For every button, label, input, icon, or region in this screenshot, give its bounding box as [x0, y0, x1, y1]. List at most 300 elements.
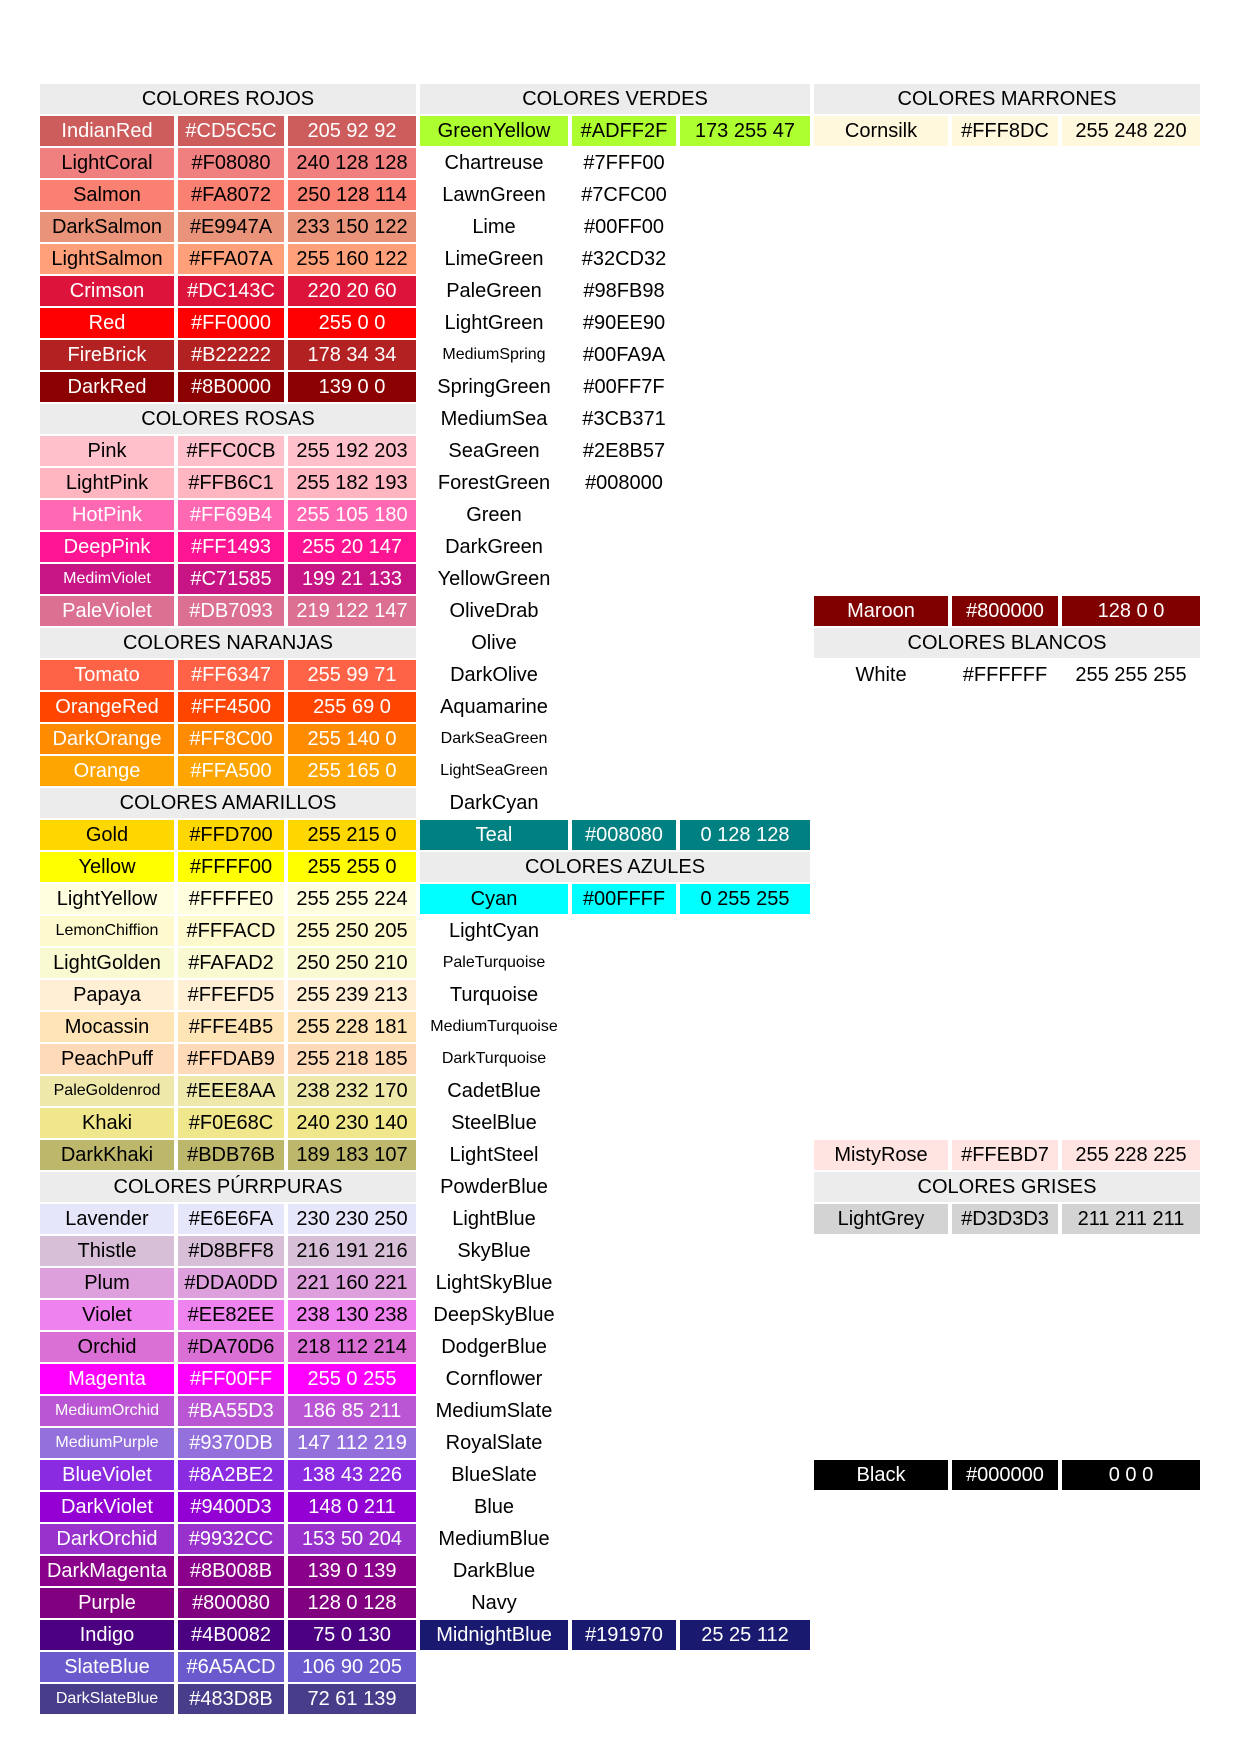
hex-code-cell: #BDB76B	[178, 1140, 284, 1170]
color-row	[420, 468, 810, 498]
color-row	[420, 1524, 810, 1554]
color-name-cell: Crimson	[40, 276, 174, 306]
color-name-cell: Plum	[40, 1268, 174, 1298]
rgb-value-cell: 230 230 250	[288, 1204, 416, 1234]
color-row	[40, 660, 416, 690]
hex-code-cell: #FFFFE0	[178, 884, 284, 914]
color-row	[40, 116, 416, 146]
hex-code-cell: #FF00FF	[178, 1364, 284, 1394]
color-name-cell: DarkSlateBlue	[40, 1684, 174, 1714]
rgb-value-cell: 255 105 180	[288, 500, 416, 530]
color-row	[420, 308, 810, 338]
color-name-cell: LightYellow	[40, 884, 174, 914]
hex-code-cell: #191970	[572, 1620, 676, 1650]
blank-row	[814, 948, 1200, 978]
color-row	[814, 596, 1200, 626]
color-row	[40, 1396, 416, 1426]
color-name-cell: Cornsilk	[814, 116, 948, 146]
color-row	[40, 756, 416, 786]
hex-code-cell: #FFFFFF	[952, 660, 1058, 690]
color-name-cell: Tomato	[40, 660, 174, 690]
section-header: COLORES ROJOS	[40, 84, 416, 114]
color-row	[40, 276, 416, 306]
color-name-cell: FireBrick	[40, 340, 174, 370]
blank-row	[814, 1076, 1200, 1106]
color-name-cell: LightGrey	[814, 1204, 948, 1234]
blank-row	[814, 756, 1200, 786]
color-row	[40, 1108, 416, 1138]
hex-code-cell: #FFDAB9	[178, 1044, 284, 1074]
color-name-cell: DarkViolet	[40, 1492, 174, 1522]
color-row	[40, 532, 416, 562]
rgb-value-cell: 255 0 255	[288, 1364, 416, 1394]
hex-code-cell: #FF4500	[178, 692, 284, 722]
hex-code-cell: #DB7093	[178, 596, 284, 626]
hex-code-cell: #6A5ACD	[178, 1652, 284, 1682]
color-row	[814, 1204, 1200, 1234]
color-row	[40, 1652, 416, 1682]
color-row	[40, 596, 416, 626]
color-row	[420, 212, 810, 242]
rgb-value-cell: 106 90 205	[288, 1652, 416, 1682]
rgb-value-cell: 255 255 0	[288, 852, 416, 882]
color-name-cell: OliveDrab	[449, 600, 539, 622]
blank-row	[814, 244, 1200, 274]
blank-row	[814, 564, 1200, 594]
color-row	[40, 916, 416, 946]
hex-code-cell: #008000	[585, 472, 663, 494]
color-name-cell: Cyan	[420, 884, 568, 914]
hex-code-cell: #008080	[572, 820, 676, 850]
color-row	[40, 884, 416, 914]
rgb-value-cell: 148 0 211	[288, 1492, 416, 1522]
color-row	[420, 436, 810, 466]
color-row	[40, 180, 416, 210]
blank-row	[814, 980, 1200, 1010]
hex-code-cell: #CD5C5C	[178, 116, 284, 146]
hex-code-cell: #FFE4B5	[178, 1012, 284, 1042]
hex-code-cell: #8B008B	[178, 1556, 284, 1586]
color-name-cell: Gold	[40, 820, 174, 850]
rgb-value-cell: 255 248 220	[1062, 116, 1200, 146]
color-row	[420, 180, 810, 210]
color-row	[420, 660, 810, 690]
blank-row	[814, 500, 1200, 530]
color-name-cell: YellowGreen	[437, 568, 551, 590]
hex-code-cell: #2E8B57	[582, 440, 666, 462]
hex-code-cell: #FFEBD7	[952, 1140, 1058, 1170]
rgb-value-cell: 147 112 219	[288, 1428, 416, 1458]
rgb-value-cell: 255 228 225	[1062, 1140, 1200, 1170]
hex-code-cell: #EEE8AA	[178, 1076, 284, 1106]
color-name-cell: BlueSlate	[451, 1464, 537, 1486]
color-row	[420, 1204, 810, 1234]
hex-code-cell: #800080	[178, 1588, 284, 1618]
hex-code-cell: #483D8B	[178, 1684, 284, 1714]
color-row	[420, 1620, 810, 1650]
rgb-value-cell: 255 192 203	[288, 436, 416, 466]
rgb-value-cell: 238 130 238	[288, 1300, 416, 1330]
color-row	[40, 372, 416, 402]
color-column-left	[40, 84, 416, 1716]
color-name-cell: LimeGreen	[444, 248, 544, 270]
color-name-cell: MediumSlate	[435, 1400, 553, 1422]
color-row	[40, 1556, 416, 1586]
color-row	[420, 1460, 810, 1490]
hex-code-cell: #C71585	[178, 564, 284, 594]
hex-code-cell: #FFB6C1	[178, 468, 284, 498]
section-header: COLORES PÚRRPURAS	[40, 1172, 416, 1202]
color-row	[40, 1076, 416, 1106]
color-name-cell: Maroon	[814, 596, 948, 626]
rgb-value-cell: 250 250 210	[288, 948, 416, 978]
hex-code-cell: #9932CC	[178, 1524, 284, 1554]
hex-code-cell: #F08080	[178, 148, 284, 178]
rgb-value-cell: 153 50 204	[288, 1524, 416, 1554]
hex-code-cell: #FF6347	[178, 660, 284, 690]
color-row	[420, 1076, 810, 1106]
section-header: COLORES AZULES	[420, 852, 810, 882]
blank-row	[814, 1012, 1200, 1042]
color-row	[420, 500, 810, 530]
color-name-cell: SpringGreen	[437, 376, 551, 398]
color-name-cell: Indigo	[40, 1620, 174, 1650]
color-name-cell: HotPink	[40, 500, 174, 530]
blank-row	[814, 404, 1200, 434]
color-row	[420, 1172, 810, 1202]
color-name-cell: DarkKhaki	[40, 1140, 174, 1170]
hex-code-cell: #ADFF2F	[572, 116, 676, 146]
rgb-value-cell: 173 255 47	[680, 116, 810, 146]
section-header: COLORES NARANJAS	[40, 628, 416, 658]
color-row	[420, 1492, 810, 1522]
blank-row	[814, 916, 1200, 946]
color-name-cell: SkyBlue	[457, 1240, 531, 1262]
rgb-value-cell: 25 25 112	[680, 1620, 810, 1650]
hex-code-cell: #8B0000	[178, 372, 284, 402]
blank-row	[814, 1268, 1200, 1298]
rgb-value-cell: 219 122 147	[288, 596, 416, 626]
hex-code-cell: #FFFACD	[178, 916, 284, 946]
hex-code-cell: #FFF8DC	[952, 116, 1058, 146]
color-row	[40, 1236, 416, 1266]
color-name-cell: DarkOrchid	[40, 1524, 174, 1554]
rgb-value-cell: 216 191 216	[288, 1236, 416, 1266]
color-name-cell: BlueViolet	[40, 1460, 174, 1490]
hex-code-cell: #90EE90	[582, 312, 666, 334]
hex-code-cell: #FF8C00	[178, 724, 284, 754]
color-column-middle	[420, 84, 810, 1652]
color-name-cell: ForestGreen	[437, 472, 551, 494]
hex-code-cell: #DA70D6	[178, 1332, 284, 1362]
color-name-cell: Cornflower	[445, 1368, 543, 1390]
hex-code-cell: #D8BFF8	[178, 1236, 284, 1266]
hex-code-cell: #00FFFF	[572, 884, 676, 914]
rgb-value-cell: 255 250 205	[288, 916, 416, 946]
color-name-cell: LightSkyBlue	[435, 1272, 553, 1294]
blank-row	[814, 340, 1200, 370]
color-row	[420, 372, 810, 402]
hex-code-cell: #00FF7F	[583, 376, 665, 398]
color-row	[420, 1588, 810, 1618]
hex-code-cell: #FFD700	[178, 820, 284, 850]
color-name-cell: DarkSalmon	[40, 212, 174, 242]
hex-code-cell: #FFA500	[178, 756, 284, 786]
color-row	[420, 116, 810, 146]
color-row	[814, 1140, 1200, 1170]
rgb-value-cell: 0 0 0	[1062, 1460, 1200, 1490]
color-name-cell: Pink	[40, 436, 174, 466]
blank-row	[814, 1236, 1200, 1266]
blank-row	[814, 372, 1200, 402]
rgb-value-cell: 211 211 211	[1062, 1204, 1200, 1234]
color-name-cell: PeachPuff	[40, 1044, 174, 1074]
color-row	[40, 1460, 416, 1490]
blank-row	[814, 180, 1200, 210]
hex-code-cell: #32CD32	[581, 248, 667, 270]
blank-row	[814, 1428, 1200, 1458]
rgb-value-cell: 255 255 224	[288, 884, 416, 914]
hex-code-cell: #DDA0DD	[178, 1268, 284, 1298]
color-name-cell: LightBlue	[452, 1208, 536, 1230]
hex-code-cell: #9400D3	[178, 1492, 284, 1522]
color-name-cell: LightGreen	[444, 312, 544, 334]
color-name-cell: DarkGreen	[445, 536, 543, 558]
color-row	[40, 1140, 416, 1170]
hex-code-cell: #98FB98	[583, 280, 665, 302]
color-row	[40, 148, 416, 178]
rgb-value-cell: 233 150 122	[288, 212, 416, 242]
color-name-cell: SteelBlue	[451, 1112, 537, 1134]
color-name-cell: MedimViolet	[40, 564, 174, 594]
color-name-cell: Thistle	[40, 1236, 174, 1266]
rgb-value-cell: 205 92 92	[288, 116, 416, 146]
color-name-cell: SlateBlue	[40, 1652, 174, 1682]
blank-row	[814, 1108, 1200, 1138]
color-name-cell: PaleGreen	[446, 280, 542, 302]
color-row	[420, 532, 810, 562]
blank-row	[814, 852, 1200, 882]
color-name-cell: LightGolden	[40, 948, 174, 978]
rgb-value-cell: 218 112 214	[288, 1332, 416, 1362]
rgb-value-cell: 255 228 181	[288, 1012, 416, 1042]
color-name-cell: IndianRed	[40, 116, 174, 146]
hex-code-cell: #FFA07A	[178, 244, 284, 274]
rgb-value-cell: 255 0 0	[288, 308, 416, 338]
rgb-value-cell: 72 61 139	[288, 1684, 416, 1714]
rgb-value-cell: 0 128 128	[680, 820, 810, 850]
color-row	[420, 244, 810, 274]
color-row	[40, 1364, 416, 1394]
section-header: COLORES ROSAS	[40, 404, 416, 434]
hex-code-cell: #00FF00	[583, 216, 665, 238]
color-name-cell: LightSalmon	[40, 244, 174, 274]
color-row	[40, 1588, 416, 1618]
color-name-cell: LawnGreen	[442, 184, 546, 206]
color-row	[40, 1428, 416, 1458]
color-row	[40, 1332, 416, 1362]
color-name-cell: LightSeaGreen	[440, 762, 548, 779]
color-name-cell: DarkSeaGreen	[440, 730, 548, 747]
color-name-cell: DarkCyan	[449, 792, 539, 814]
color-row	[40, 500, 416, 530]
blank-row	[814, 1396, 1200, 1426]
color-row	[40, 980, 416, 1010]
section-header: COLORES BLANCOS	[814, 628, 1200, 658]
blank-row	[814, 212, 1200, 242]
blank-row	[814, 692, 1200, 722]
color-row	[40, 436, 416, 466]
hex-code-cell: #DC143C	[178, 276, 284, 306]
color-row	[420, 1396, 810, 1426]
hex-code-cell: #BA55D3	[178, 1396, 284, 1426]
color-name-cell: Salmon	[40, 180, 174, 210]
color-name-cell: LightCyan	[448, 920, 540, 942]
color-name-cell: DarkTurquoise	[441, 1050, 547, 1067]
color-name-cell: RoyalSlate	[445, 1432, 543, 1454]
color-row	[40, 1268, 416, 1298]
hex-code-cell: #800000	[952, 596, 1058, 626]
color-name-cell: Mocassin	[40, 1012, 174, 1042]
color-name-cell: LemonChiffion	[40, 916, 174, 946]
color-name-cell: Olive	[471, 632, 517, 654]
color-name-cell: Lavender	[40, 1204, 174, 1234]
hex-code-cell: #FF0000	[178, 308, 284, 338]
rgb-value-cell: 240 128 128	[288, 148, 416, 178]
hex-code-cell: #FFC0CB	[178, 436, 284, 466]
color-row	[420, 1556, 810, 1586]
color-name-cell: Navy	[471, 1592, 517, 1614]
color-name-cell: White	[814, 660, 948, 690]
color-name-cell: Khaki	[40, 1108, 174, 1138]
color-row	[420, 564, 810, 594]
color-name-cell: Lime	[472, 216, 516, 238]
blank-row	[814, 1044, 1200, 1074]
rgb-value-cell: 186 85 211	[288, 1396, 416, 1426]
rgb-value-cell: 199 21 133	[288, 564, 416, 594]
hex-code-cell: #FA8072	[178, 180, 284, 210]
color-name-cell: GreenYellow	[420, 116, 568, 146]
color-row	[420, 1044, 810, 1074]
color-row	[420, 916, 810, 946]
hex-code-cell: #F0E68C	[178, 1108, 284, 1138]
color-row	[420, 1364, 810, 1394]
color-row	[40, 820, 416, 850]
blank-row	[814, 148, 1200, 178]
color-row	[814, 116, 1200, 146]
color-name-cell: LightSteel	[449, 1144, 539, 1166]
hex-code-cell: #3CB371	[582, 408, 666, 430]
color-name-cell: Orchid	[40, 1332, 174, 1362]
rgb-value-cell: 139 0 0	[288, 372, 416, 402]
color-name-cell: MediumSea	[440, 408, 548, 430]
blank-row	[814, 436, 1200, 466]
blank-row	[814, 1332, 1200, 1362]
color-name-cell: Purple	[40, 1588, 174, 1618]
rgb-value-cell: 255 20 147	[288, 532, 416, 562]
section-header: COLORES GRISES	[814, 1172, 1200, 1202]
rgb-value-cell: 238 232 170	[288, 1076, 416, 1106]
rgb-value-cell: 255 160 122	[288, 244, 416, 274]
section-header: COLORES AMARILLOS	[40, 788, 416, 818]
color-row	[420, 980, 810, 1010]
blank-row	[814, 1364, 1200, 1394]
hex-code-cell: #E9947A	[178, 212, 284, 242]
color-name-cell: DarkOrange	[40, 724, 174, 754]
color-column-right	[814, 84, 1200, 1492]
color-row	[420, 1012, 810, 1042]
rgb-value-cell: 128 0 128	[288, 1588, 416, 1618]
color-row	[40, 212, 416, 242]
hex-code-cell: #7FFF00	[583, 152, 665, 174]
color-row	[40, 948, 416, 978]
color-row	[420, 340, 810, 370]
rgb-value-cell: 0 255 255	[680, 884, 810, 914]
rgb-value-cell: 255 218 185	[288, 1044, 416, 1074]
color-row	[420, 1236, 810, 1266]
color-row	[420, 692, 810, 722]
hex-code-cell: #FF69B4	[178, 500, 284, 530]
blank-row	[814, 532, 1200, 562]
color-name-cell: Turquoise	[449, 984, 539, 1006]
color-name-cell: Yellow	[40, 852, 174, 882]
hex-code-cell: #00FA9A	[582, 344, 666, 366]
color-name-cell: Blue	[473, 1496, 515, 1518]
color-row	[420, 1108, 810, 1138]
color-row	[420, 148, 810, 178]
color-name-cell: Red	[40, 308, 174, 338]
color-name-cell: OrangeRed	[40, 692, 174, 722]
color-row	[420, 404, 810, 434]
color-row	[40, 244, 416, 274]
color-row	[40, 1620, 416, 1650]
blank-row	[814, 276, 1200, 306]
color-name-cell: MediumSpring	[442, 346, 546, 363]
hex-code-cell: #FFFF00	[178, 852, 284, 882]
rgb-value-cell: 221 160 221	[288, 1268, 416, 1298]
color-row	[40, 852, 416, 882]
rgb-value-cell: 255 140 0	[288, 724, 416, 754]
color-name-cell: SeaGreen	[448, 440, 540, 462]
rgb-value-cell: 139 0 139	[288, 1556, 416, 1586]
blank-row	[814, 820, 1200, 850]
hex-code-cell: #B22222	[178, 340, 284, 370]
color-name-cell: DodgerBlue	[441, 1336, 547, 1358]
blank-row	[814, 1300, 1200, 1330]
color-name-cell: MistyRose	[814, 1140, 948, 1170]
color-name-cell: DarkRed	[40, 372, 174, 402]
color-row	[40, 1684, 416, 1714]
hex-code-cell: #EE82EE	[178, 1300, 284, 1330]
color-name-cell: Chartreuse	[444, 152, 544, 174]
blank-row	[814, 724, 1200, 754]
hex-code-cell: #E6E6FA	[178, 1204, 284, 1234]
color-row	[40, 564, 416, 594]
hex-code-cell: #7CFC00	[581, 184, 667, 206]
rgb-value-cell: 240 230 140	[288, 1108, 416, 1138]
color-row	[420, 596, 810, 626]
color-row	[420, 1268, 810, 1298]
color-name-cell: DeepPink	[40, 532, 174, 562]
color-name-cell: MediumBlue	[438, 1528, 550, 1550]
rgb-value-cell: 75 0 130	[288, 1620, 416, 1650]
color-row	[420, 1300, 810, 1330]
color-row	[40, 468, 416, 498]
color-name-cell: Black	[814, 1460, 948, 1490]
color-row	[40, 308, 416, 338]
color-name-cell: Violet	[40, 1300, 174, 1330]
rgb-value-cell: 128 0 0	[1062, 596, 1200, 626]
